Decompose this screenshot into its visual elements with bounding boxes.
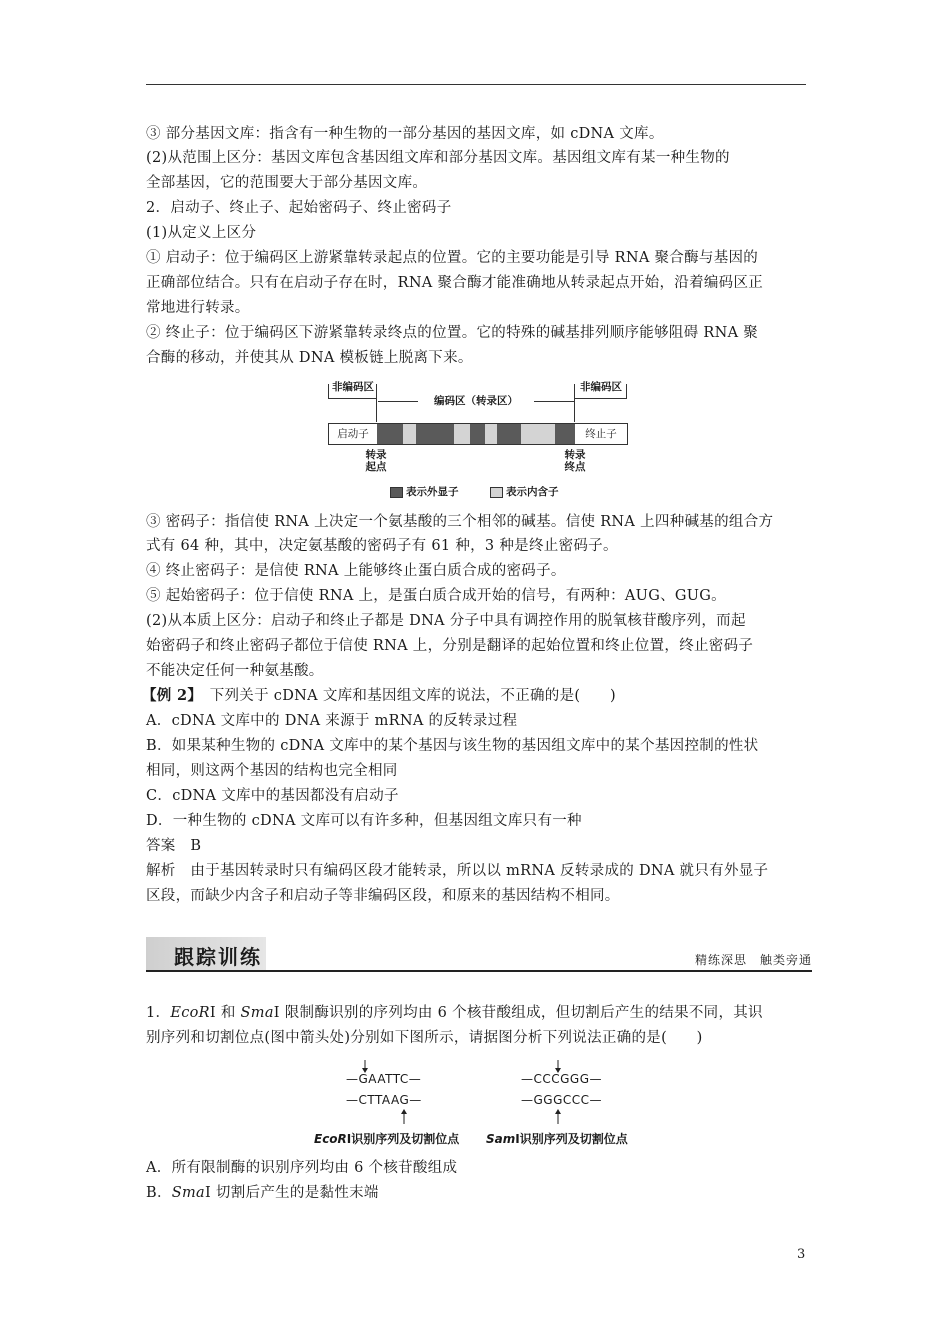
banner-rule <box>146 970 812 972</box>
legend-intron-swatch <box>490 487 503 498</box>
question-1-line-1 <box>146 1003 763 1023</box>
option-c: C．cDNA 文库中的基因都没有启动子 <box>146 788 399 804</box>
answer: 答案 B <box>146 838 202 854</box>
text-line: ⑤ 起始密码子：位于信使 RNA 上，是蛋白质合成开始的信号，有两种：AUG、GUG。 <box>146 588 726 604</box>
tx-start-label: 转录 起点 <box>365 449 387 473</box>
noncoding-left-label: 非编码区 <box>332 381 374 393</box>
text-line: ④ 终止密码子：是信使 RNA 上能够终止蛋白质合成的密码子。 <box>146 563 566 579</box>
ecor-caption <box>314 1130 459 1147</box>
text-line: ③ 部分基因文库：指含有一种生物的一部分基因的基因文库，如 cDNA 文库。 <box>146 126 664 142</box>
option-b <box>146 1183 379 1203</box>
legend-exon-swatch <box>390 487 403 498</box>
noncoding-left-line <box>328 398 376 399</box>
option-text: Ⅰ 切割后产生的是黏性末端 <box>205 1185 379 1201</box>
text-line: 常地进行转录。 <box>146 300 250 316</box>
exon-block <box>470 424 485 444</box>
gene-structure-diagram <box>328 378 630 500</box>
text-line: 合酶的移动，并使其从 DNA 模板链上脱离下来。 <box>146 350 473 366</box>
banner-subtitle: 精练深思 触类旁通 <box>694 953 812 967</box>
ecor-bottom-strand: —CTTAAG— <box>346 1093 422 1107</box>
tx-end-divider <box>574 384 575 422</box>
text-line: 式有 64 种，其中，决定氨基酸的密码子有 61 种，3 种是终止密码子。 <box>146 538 618 554</box>
exon-block <box>555 424 575 444</box>
example-question: 下列关于 cDNA 文库和基因组文库的说法，不正确的是( ) <box>194 688 616 704</box>
option-b: B．如果某种生物的 cDNA 文库中的某个基因与该生物的基因组文库中的某个基因控制的性状 <box>146 738 759 754</box>
enzyme-roman: Ⅰ <box>273 1005 280 1021</box>
option-b-cont: 相同，则这两个基因的结构也完全相同 <box>146 763 398 779</box>
option-a: A．所有限制酶的识别序列均由 6 个核苷酸组成 <box>146 1160 458 1176</box>
exon-block <box>377 424 403 444</box>
question-number: 1． <box>146 1005 171 1021</box>
sma-bottom-strand: —GGGCCC— <box>521 1093 603 1107</box>
legend-exon-label: 表示外显子 <box>406 486 459 498</box>
example-stem <box>142 686 616 706</box>
coding-label: 编码区（转录区） <box>418 395 534 407</box>
section-banner <box>146 937 812 971</box>
tx-end-label: 转录 终点 <box>564 449 586 473</box>
enzyme-name: Sma <box>171 1185 205 1201</box>
ecor-top-strand: —GAATTC— <box>346 1072 422 1086</box>
legend-intron-label: 表示内含子 <box>506 486 559 498</box>
text-line: (2)从范围上区分：基因文库包含基因组文库和部分基因文库。基因组文库有某一种生物的 <box>146 150 730 166</box>
text-line: ③ 密码子：指信使 RNA 上决定一个氨基酸的三个相邻的碱基。信使 RNA 上四种碱基的组合方 <box>146 514 774 530</box>
enzyme-name: EcoR <box>170 1005 210 1021</box>
analysis: 解析 由于基因转录时只有编码区段才能转录，所以以 mRNA 反转录成的 DNA 就只有外显子 <box>146 863 769 879</box>
text-line: 全部基因，它的范围要大于部分基因文库。 <box>146 175 428 191</box>
restriction-site-figure <box>314 1058 648 1150</box>
noncoding-right-label: 非编码区 <box>580 381 622 393</box>
caption-enzyme: Sam <box>486 1132 516 1146</box>
sam-caption <box>486 1130 628 1147</box>
text-line: 始密码子和终止密码子都位于信使 RNA 上，分别是翻译的起始位置和终止位置，终止密码子 <box>146 638 754 654</box>
header-rule <box>146 84 806 85</box>
noncoding-right-bracket <box>626 384 627 398</box>
text-line: ② 终止子：位于编码区下游紧靠转录终点的位置。它的特殊的碱基排列顺序能够阻碍 RNA 聚 <box>146 325 759 341</box>
option-d: D．一种生物的 cDNA 文库可以有许多种，但基因组文库只有一种 <box>146 813 582 829</box>
terminator-label: 终止子 <box>585 428 617 440</box>
text-line: 不能决定任何一种氨基酸。 <box>146 663 324 679</box>
question-1-line-2: 别序列和切割位点(图中箭头处)分别如下图所示，请据图分析下列说法正确的是( ) <box>146 1030 703 1046</box>
text-line: ① 启动子：位于编码区上游紧靠转录起点的位置。它的主要功能是引导 RNA 聚合酶与基因的 <box>146 250 759 266</box>
enzyme-name: Sma <box>240 1005 274 1021</box>
example-tag: 【例 2】 <box>142 687 195 704</box>
text-line: 正确部位结合。只有在启动子存在时，RNA 聚合酶才能准确地从转录起点开始，沿着编码区正 <box>146 275 764 291</box>
text-line: 2．启动子、终止子、起始密码子、终止密码子 <box>146 200 452 216</box>
sma-top-strand: —CCCGGG— <box>521 1072 603 1086</box>
intron-block <box>403 424 416 444</box>
text-line: (2)从本质上区分：启动子和终止子都是 DNA 分子中具有调控作用的脱氧核苷酸序列，而起 <box>146 613 746 629</box>
caption-text: Ⅰ识别序列及切割位点 <box>346 1132 460 1146</box>
analysis-cont: 区段，而缺少内含子和启动子等非编码区段，和原来的基因结构不相同。 <box>146 888 620 904</box>
tx-start-divider <box>376 384 377 422</box>
caption-text: Ⅰ识别序列及切割位点 <box>515 1132 628 1146</box>
gene-box <box>328 423 628 445</box>
noncoding-right-line <box>574 398 627 399</box>
promoter-label: 启动子 <box>337 428 369 440</box>
intron-block <box>485 424 497 444</box>
exon-block <box>497 424 521 444</box>
question-text: 限制酶识别的序列均由 6 个核苷酸组成，但切割后产生的结果不同，其识 <box>279 1005 763 1021</box>
option-a: A．cDNA 文库中的 DNA 来源于 mRNA 的反转录过程 <box>146 713 518 729</box>
caption-enzyme: EcoR <box>314 1132 347 1146</box>
conjunction: 和 <box>215 1005 241 1021</box>
option-letter: B． <box>146 1185 172 1201</box>
text-line: (1)从定义上区分 <box>146 225 257 241</box>
exon-block <box>416 424 454 444</box>
page-number: 3 <box>797 1247 806 1262</box>
banner-title: 跟踪训练 <box>174 945 262 969</box>
intron-block <box>521 424 555 444</box>
intron-block <box>454 424 470 444</box>
enzyme-roman: Ⅰ <box>209 1005 216 1021</box>
